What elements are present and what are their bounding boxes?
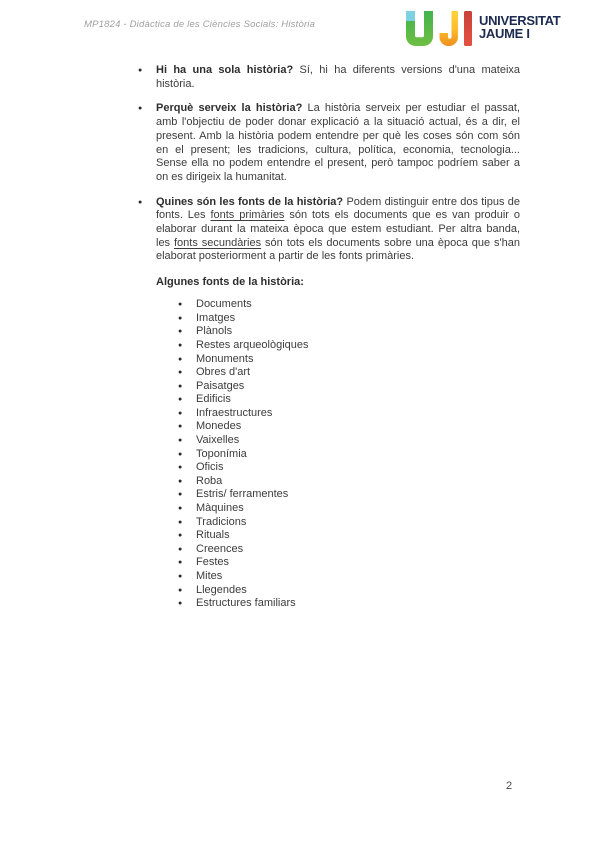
source-list-item [178, 502, 520, 516]
source-label: Paisatges [196, 379, 245, 392]
source-list-item [178, 393, 520, 407]
wordmark-line1: UNIVERSITAT [479, 13, 561, 28]
source-list-item [178, 448, 520, 462]
qa-bullet-purpose-history [137, 102, 520, 184]
bullet-dot-icon: ● [178, 437, 183, 445]
source-list-item [178, 570, 520, 584]
uji-logo [406, 11, 560, 46]
source-label: Plànols [196, 325, 233, 338]
source-label: Rituals [196, 529, 230, 542]
bullet-dot-icon: ● [178, 505, 183, 513]
source-list-item [178, 516, 520, 530]
qa-paragraph [156, 64, 520, 91]
qa-bullet-single-history [137, 64, 520, 91]
sources-heading: Algunes fonts de la història: [156, 276, 304, 289]
bullet-dot-icon: ● [178, 382, 183, 390]
answer-text: La història serveix per estudiar el passat, amb l'objectiu de poder donar explicació a la situació actual, és a dir, el present. Amb la història podem entendre per què les coses són com són en el present; les tradicions, cultura, política, economia, tecnologia... Sense ella no podem entendre el present, però tampoc podríem saber a on es dirigeix la humanitat. [156, 102, 520, 183]
bullet-dot-icon: ● [178, 369, 183, 377]
source-list-item [178, 407, 520, 421]
source-label: Toponímia [196, 447, 247, 460]
source-list-item [178, 298, 520, 312]
source-label: Obres d'art [196, 366, 251, 379]
bullet-dot-icon: ● [178, 341, 183, 349]
uji-wordmark [479, 14, 560, 40]
source-label: Creences [196, 542, 244, 555]
answer-segment: Podem distinguir entre dos tipus de fonts. Les [156, 195, 520, 222]
source-label: Oficis [196, 461, 224, 474]
source-label: Festes [196, 556, 230, 569]
bullet-dot-icon: ● [178, 532, 183, 540]
source-label: Documents [196, 298, 252, 311]
bullet-dot-icon: ● [178, 409, 183, 417]
source-list-item [178, 488, 520, 502]
bullet-dot-icon: ● [178, 396, 183, 404]
source-list-item [178, 312, 520, 326]
source-label: Monedes [196, 420, 242, 433]
bullet-dot-icon: ● [178, 301, 183, 309]
answer-segment: són tots els documents sobre una època que s'han elaborat posteriorment a partir de les fonts primàries. [156, 236, 520, 263]
bullet-dot-icon: ● [178, 477, 183, 485]
source-label: Monuments [196, 352, 254, 365]
source-list-item [178, 366, 520, 380]
source-label: Vaixelles [196, 434, 240, 447]
source-list-item [178, 461, 520, 475]
answer-segment: són tots els documents que es van produir o elaborar durant la mateixa època que estem estudiant. Per altra banda, les [156, 209, 520, 249]
sources-list [178, 298, 520, 611]
answer-text: Sí, hi ha diferents versions d'una mateixa història. [156, 64, 521, 90]
source-list-item [178, 584, 520, 598]
source-list-item [178, 529, 520, 543]
source-label: Llegendes [196, 583, 247, 596]
uji-logo-mark-icon [406, 11, 472, 46]
course-code: MP1824 - Didàctica de les Ciències Socials: Història [84, 19, 316, 30]
bullet-dot-icon: ● [178, 450, 183, 458]
source-label: Infraestructures [196, 406, 273, 419]
source-list-item [178, 420, 520, 434]
source-label: Estructures familiars [196, 597, 296, 610]
qa-bullet-history-sources [137, 196, 520, 265]
source-label: Màquines [196, 502, 244, 515]
document-body [137, 64, 520, 611]
source-label: Edificis [196, 393, 231, 406]
underlined-term-secondary-sources: fonts secundàries [174, 236, 262, 249]
bullet-dot-icon: ● [178, 545, 183, 553]
page-number: 2 [506, 780, 513, 792]
source-list-item [178, 353, 520, 367]
source-list-item [178, 339, 520, 353]
question-lead: Perquè serveix la història? [156, 102, 303, 115]
question-lead: Quines són les fonts de la història? [156, 195, 344, 208]
bullet-dot-icon: ● [138, 198, 143, 206]
source-label: Mites [196, 570, 223, 583]
source-label: Restes arqueològiques [196, 338, 309, 351]
bullet-dot-icon: ● [178, 464, 183, 472]
bullet-dot-icon: ● [178, 573, 183, 581]
bullet-dot-icon: ● [178, 559, 183, 567]
wordmark-line2: JAUME I [479, 26, 530, 41]
bullet-dot-icon: ● [138, 105, 143, 113]
source-label: Roba [196, 474, 223, 487]
bullet-dot-icon: ● [178, 423, 183, 431]
source-list-item [178, 543, 520, 557]
source-label: Estris/ ferramentes [196, 488, 289, 501]
source-list-item [178, 475, 520, 489]
bullet-dot-icon: ● [178, 600, 183, 608]
bullet-dot-icon: ● [178, 586, 183, 594]
qa-paragraph [156, 196, 520, 265]
bullet-dot-icon: ● [178, 328, 183, 336]
source-list-item [178, 556, 520, 570]
source-list-item [178, 380, 520, 394]
source-list-item [178, 597, 520, 611]
bullet-dot-icon: ● [178, 314, 183, 322]
bullet-dot-icon: ● [178, 518, 183, 526]
source-list-item [178, 325, 520, 339]
qa-paragraph [156, 102, 520, 184]
source-list-item [178, 434, 520, 448]
bullet-dot-icon: ● [178, 491, 183, 499]
underlined-term-primary-sources: fonts primàries [210, 209, 285, 222]
source-label: Tradicions [196, 515, 247, 528]
bullet-dot-icon: ● [138, 67, 143, 74]
question-lead: Hi ha una sola història? [156, 64, 294, 76]
bullet-dot-icon: ● [178, 355, 183, 363]
source-label: Imatges [196, 311, 236, 324]
